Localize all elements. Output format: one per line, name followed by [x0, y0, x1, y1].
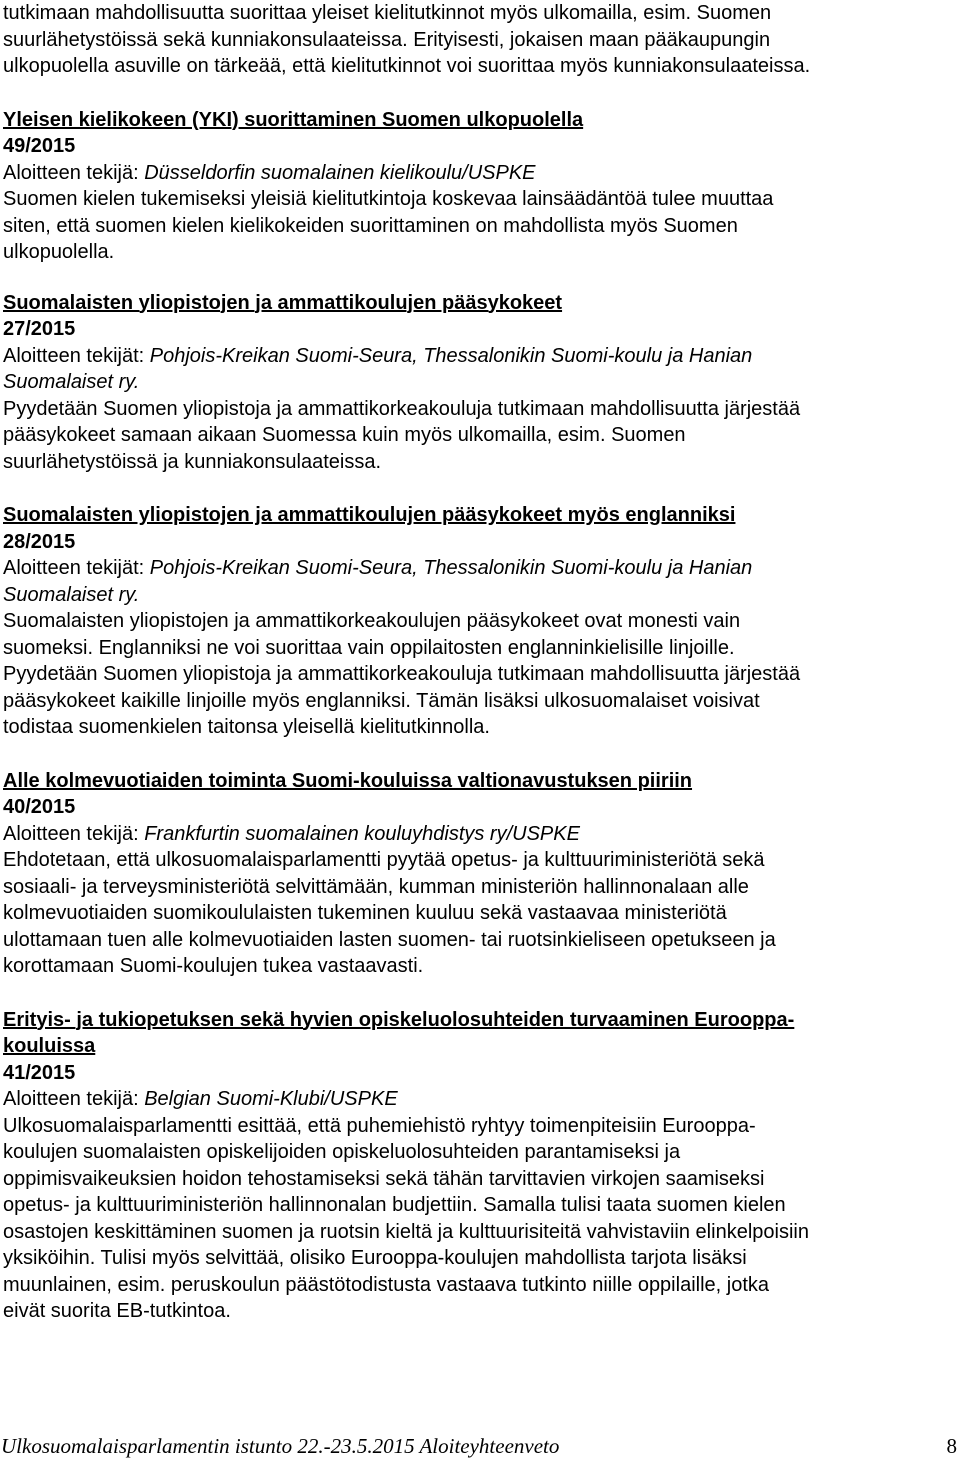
- body-line: siten, että suomen kielen kielikokeiden suorittaminen on mahdollista myös Suomen: [3, 214, 738, 237]
- body-line: Ulkosuomalaisparlamentti esittää, että puhemiehistö ryhtyy toimenpiteisiin Eurooppa-: [3, 1114, 756, 1137]
- initiative-section: [3, 1007, 953, 1325]
- body-line: opetus- ja kulttuuriministeriön hallinnonalan budjettiin. Samalla tulisi taata suomen kielen: [3, 1194, 786, 1216]
- footer-title: Ulkosuomalaisparlamentin istunto 22.-23.5.2015 Aloiteyhteenveto: [1, 1434, 560, 1458]
- spacer: [3, 475, 953, 502]
- initiative-section: [3, 107, 953, 266]
- body-line: suomeksi. Englanniksi ne voi suorittaa vain oppilaitosten englanninkielisille linjoille.: [3, 636, 735, 659]
- section-title: kouluissa: [3, 1035, 96, 1057]
- initiator-name: Frankfurtin suomalainen kouluyhdistys ry/USPKE: [144, 822, 580, 845]
- initiative-number: 49/2015: [3, 135, 76, 157]
- intro-paragraph: [3, 0, 953, 80]
- spacer: [3, 741, 953, 768]
- body-line: koulujen suomalaisten opiskelijoiden opiskeluolosuhteiden parantamiseksi ja: [3, 1141, 681, 1163]
- body-line: sosiaali- ja terveysministeriötä selvittämään, kumman ministeriön hallinnonalaan alle: [3, 875, 749, 898]
- spacer: [3, 266, 953, 290]
- body-line: Pyydetään Suomen yliopistoja ja ammattikorkeakouluja tutkimaan mahdollisuutta järjestää: [3, 397, 801, 420]
- section-title: Suomalaisten yliopistojen ja ammattikoulujen pääsykokeet: [3, 291, 563, 314]
- page-number: 8: [946, 1434, 957, 1458]
- initiator-label: Aloitteen tekijä:: [3, 1088, 145, 1110]
- body-line: suurlähetystöissä ja kunniakonsulaateissa.: [3, 450, 381, 473]
- section-title: Suomalaisten yliopistojen ja ammattikoulujen pääsykokeet myös englanniksi: [3, 504, 736, 526]
- body-line: pääsykokeet kaikille linjoille myös englanniksi. Tämän lisäksi ulkosuomalaiset voisivat: [3, 689, 760, 712]
- initiative-section: [3, 502, 953, 741]
- initiator-name: Pohjois-Kreikan Suomi-Seura, Thessalonikin Suomi-koulu ja Hanian: [149, 344, 753, 367]
- initiator-line: [3, 555, 953, 582]
- page-footer: [0, 1433, 960, 1459]
- section-title: Erityis- ja tukiopetuksen sekä hyvien opiskeluolosuhteiden turvaaminen Eurooppa-: [3, 1008, 795, 1031]
- body-line: oppimisvaikeuksien hoidon tehostamiseksi sekä tähän tarvittavien virkojen saamiseksi: [3, 1167, 765, 1190]
- body-line: korottamaan Suomi-koulujen tukea vastaavasti.: [3, 955, 424, 977]
- initiator-name: Düsseldorfin suomalainen kielikoulu/USPKE: [144, 161, 536, 184]
- body-line: yksiköihin. Tulisi myös selvittää, olisiko Eurooppa-koulujen mahdollista tarjota lisäksi: [3, 1247, 747, 1269]
- body-line: ulottamaan tuen alle kolmevuotiaiden lasten suomen- tai ruotsinkieliseen opetukseen ja: [3, 928, 776, 951]
- initiator-line: [3, 160, 953, 187]
- body-line: Suomalaisten yliopistojen ja ammattikorkeakoulujen pääsykokeet ovat monesti vain: [3, 610, 741, 632]
- initiator-name: Belgian Suomi-Klubi/USPKE: [144, 1088, 398, 1110]
- initiative-section: [3, 768, 953, 980]
- initiator-line: [3, 343, 953, 370]
- body-line: pääsykokeet samaan aikaan Suomessa kuin myös ulkomailla, esim. Suomen: [3, 424, 686, 446]
- initiative-number: 41/2015: [3, 1061, 76, 1084]
- initiator-label: Aloitteen tekijä:: [3, 161, 145, 184]
- body-line: kolmevuotiaiden suomikoululaisten tukeminen kuuluu sekä vastaavaa ministeriötä: [3, 902, 727, 924]
- intro-line: ulkopuolella asuville on tärkeää, että kielitutkinnot voi suorittaa myös kunniakonsulaateissa.: [3, 55, 811, 77]
- initiator-name: Suomalaiset ry.: [3, 583, 140, 606]
- initiator-line: [3, 1086, 953, 1113]
- body-line: Pyydetään Suomen yliopistoja ja ammattikorkeakouluja tutkimaan mahdollisuutta järjestää: [3, 663, 801, 685]
- body-line: Ehdotetaan, että ulkosuomalaisparlamentti pyytää opetus- ja kulttuuriministeriötä sekä: [3, 849, 765, 871]
- body-line: ulkopuolella.: [3, 241, 115, 263]
- initiative-number: 28/2015: [3, 530, 76, 553]
- body-line: eivät suorita EB-tutkintoa.: [3, 1300, 231, 1322]
- section-title: Alle kolmevuotiaiden toiminta Suomi-kouluissa valtionavustuksen piiriin: [3, 769, 693, 792]
- initiator-label: Aloitteen tekijä:: [3, 822, 145, 845]
- section-title: Yleisen kielikokeen (YKI) suorittaminen Suomen ulkopuolella: [3, 108, 584, 131]
- initiator-label: Aloitteen tekijät:: [3, 557, 150, 579]
- initiator-line: [3, 821, 953, 848]
- spacer: [3, 80, 953, 107]
- initiative-number: 27/2015: [3, 318, 76, 340]
- spacer: [3, 980, 953, 1007]
- initiator-name: Pohjois-Kreikan Suomi-Seura, Thessalonikin Suomi-koulu ja Hanian: [149, 557, 753, 579]
- body-line: todistaa suomenkielen taitonsa yleisellä kielitutkinnolla.: [3, 716, 490, 738]
- body-line: muunlainen, esim. peruskoulun päästötodistusta vastaava tutkinto niille oppilaille, jotka: [3, 1273, 770, 1296]
- initiative-section: [3, 290, 953, 476]
- document-page: [3, 0, 953, 1325]
- initiator-name: Suomalaiset ry.: [3, 371, 140, 393]
- body-line: Suomen kielen tukemiseksi yleisiä kielitutkintoja koskevaa lainsäädäntöä tulee muuttaa: [3, 188, 774, 210]
- initiator-label: Aloitteen tekijät:: [3, 344, 150, 367]
- intro-line: tutkimaan mahdollisuutta suorittaa yleiset kielitutkinnot myös ulkomailla, esim. Suomen: [3, 2, 772, 24]
- initiative-number: 40/2015: [3, 796, 76, 818]
- body-line: osastojen keskittäminen suomen ja ruotsin kieltä ja kulttuurisiteitä vahvistaviin elinkelpoisiin: [3, 1220, 809, 1243]
- intro-line: suurlähetystöissä sekä kunniakonsulaateissa. Erityisesti, jokaisen maan pääkaupungin: [3, 28, 771, 51]
